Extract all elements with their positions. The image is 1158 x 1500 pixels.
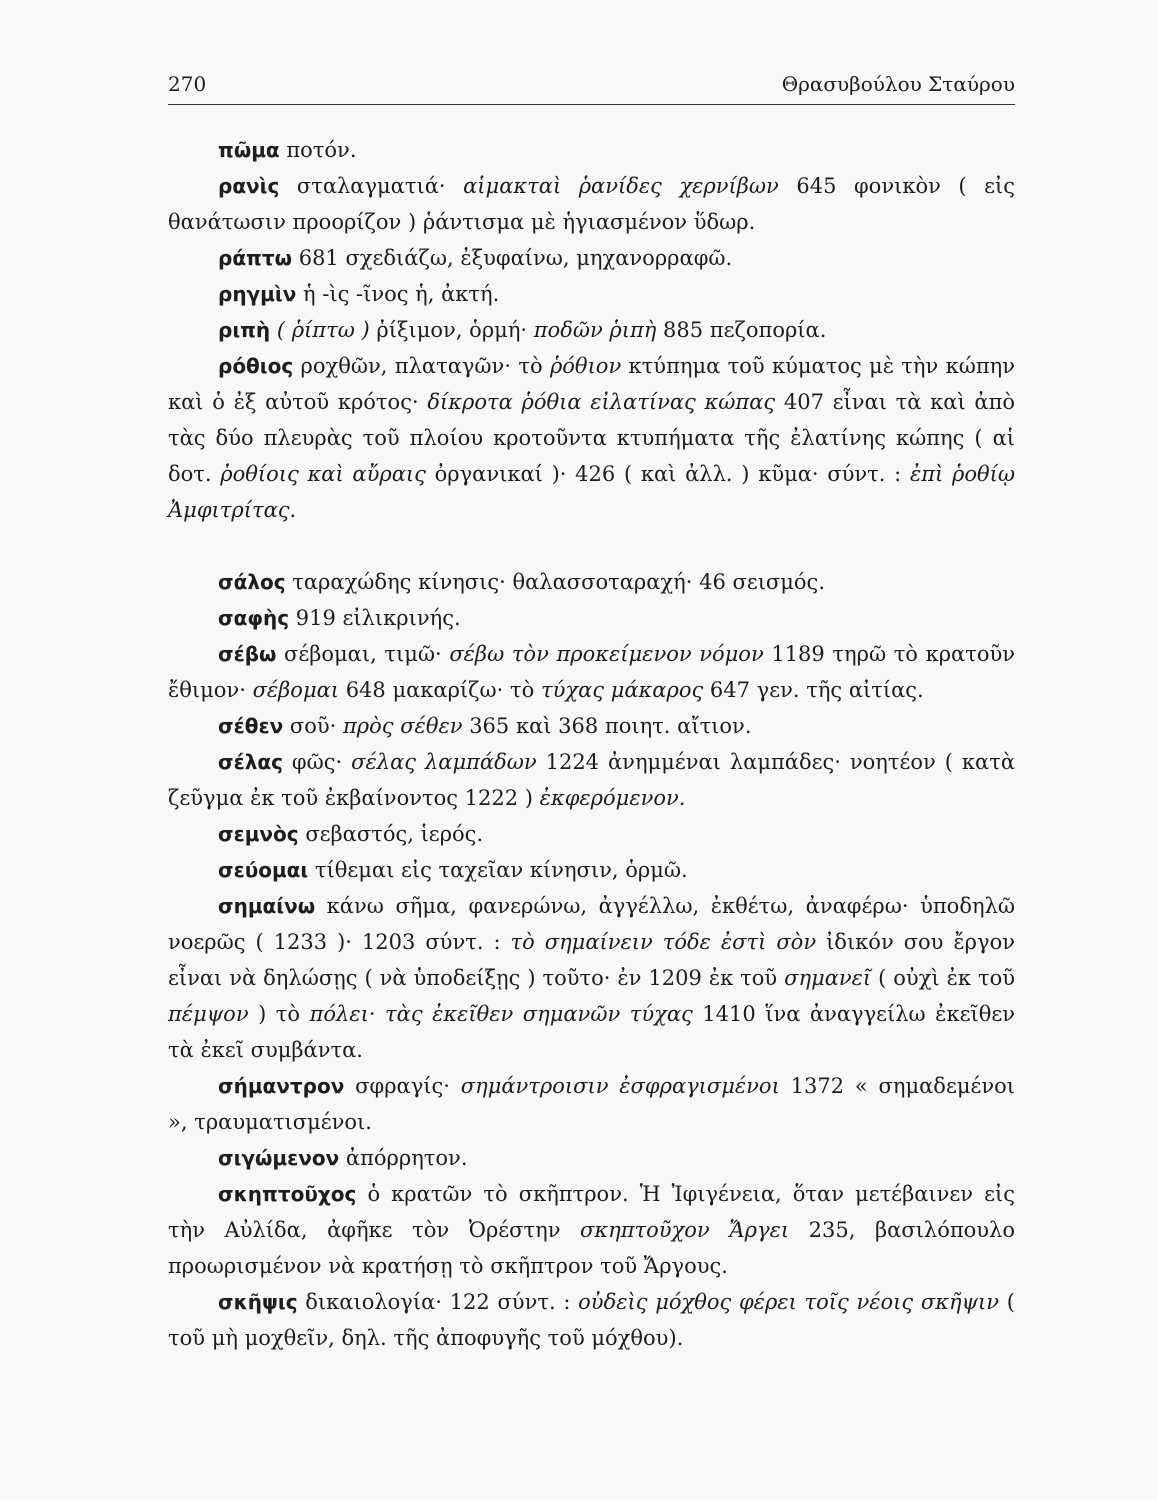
- entry-quotation: ποδῶν ῥιπὴ: [533, 318, 657, 342]
- glossary-entry: [168, 636, 1015, 708]
- header-rule: [168, 104, 1015, 105]
- entry-definition: ἡ -ὶς -ῖνος ἡ, ἀκτή.: [296, 282, 500, 306]
- entry-quotation: σέβω τὸν προκείμενον νόμον: [449, 642, 764, 666]
- entry-definition: ) τὸ: [248, 1002, 310, 1026]
- entry-definition: κάνω σῆμα, φανερώνω, ἀγγέλλω, ἐκθέτω, ἀναφέρω· ὑποδηλῶ νοερῶς ( 1233 )· 1203 σύντ. :: [168, 894, 1015, 954]
- entry-definition: ῥίξιμον, ὁρμή·: [376, 318, 534, 342]
- entry-definition: 885 πεζοπορία.: [656, 318, 827, 342]
- entry-headword: σάλος: [218, 570, 286, 594]
- entry-definition: φῶς·: [282, 750, 352, 774]
- glossary-entry: [168, 600, 1015, 636]
- entry-definition: σέβομαι, τιμῶ·: [276, 642, 450, 666]
- entry-definition: δικαιολογία· 122 σύντ. :: [297, 1290, 579, 1314]
- entry-definition: ροχθῶν, πλαταγῶν· τὸ: [293, 354, 550, 378]
- entry-definition: 407 εἶναι τὰ καὶ ἀπὸ τὰς δύο πλευρὰς τοῦ πλοίου κροτοῦντα κτυπήματα τῆς ἐλατίνης κώπης ( αἱ δοτ.: [168, 390, 1016, 486]
- entry-quotation: σκηπτοῦχον Ἄργει: [580, 1218, 790, 1242]
- entry-definition: σεβαστός, ἱερός.: [298, 822, 484, 846]
- entry-headword: σιγώμενον: [218, 1146, 340, 1170]
- entry-definition: κτύπημα τοῦ κύματος μὲ τὴν κώπην καὶ ὁ ἐξ αὐτοῦ κρότος·: [168, 354, 1016, 414]
- entry-definition: ὁ κρατῶν τὸ σκῆπτρον. Ἡ Ἰφιγένεια, ὅταν μετέβαινεν εἰς τὴν Αὐλίδα, ἀφῆκε τὸν Ὀρέστην: [168, 1182, 1015, 1242]
- entry-quotation: σημάντροισιν ἐσφραγισμένοι: [460, 1074, 780, 1098]
- entry-definition: ἀπόρρητον.: [339, 1146, 468, 1170]
- entry-headword: σέλας: [218, 750, 283, 774]
- glossary-entry: [168, 168, 1015, 240]
- entry-quotation: σημανεῖ: [784, 966, 872, 990]
- entry-definition: σοῦ·: [283, 714, 343, 738]
- glossary-entry: [168, 888, 1015, 1068]
- entry-quotation: ἐκφερόμενον.: [539, 786, 686, 810]
- entry-quotation: πόλει· τὰς ἐκεῖθεν σημανῶν τύχας: [309, 1002, 693, 1026]
- entry-quotation: τύχας μάκαρος: [540, 678, 704, 702]
- entry-headword: σέθεν: [218, 714, 284, 738]
- entry-quotation: τὸ σημαίνειν τόδε ἐστὶ σὸν: [510, 930, 817, 954]
- entry-headword: σημαίνω: [218, 894, 316, 918]
- glossary-entry: [168, 1284, 1015, 1356]
- entry-quotation: σέλας λαμπάδων: [351, 750, 537, 774]
- entry-definition: ( τοῦ μὴ μοχθεῖν, δηλ. τῆς ἀποφυγῆς τοῦ μόχθου).: [168, 1290, 1015, 1350]
- glossary-entry: [168, 744, 1015, 816]
- entry-definition: 919 εἰλικρινής.: [289, 606, 461, 630]
- entry-definition: σταλαγματιά·: [279, 174, 464, 198]
- entry-definition: ( οὐχὶ ἐκ τοῦ: [871, 966, 1015, 990]
- entry-definition: σφραγίς·: [344, 1074, 461, 1098]
- entry-definition: τίθεμαι εἰς ταχεῖαν κίνησιν, ὁρμῶ.: [308, 858, 688, 882]
- entry-definition: ποτόν.: [279, 138, 357, 162]
- glossary-entry: [168, 348, 1015, 528]
- entry-headword: πῶμα: [218, 138, 280, 162]
- entry-quotation: πρὸς σέθεν: [343, 714, 463, 738]
- entry-quotation: ῥοθίοις καὶ αὔραις: [220, 462, 426, 486]
- entry-headword: ρηγμὶν: [218, 282, 297, 306]
- glossary-entry: [168, 816, 1015, 852]
- entry-headword: ρόθιος: [218, 354, 294, 378]
- entry-headword: ράπτω: [218, 246, 293, 270]
- entry-definition: ἰδικόν σου ἔργον εἶναι νὰ δηλώσῃς ( νὰ ὑποδείξῃς ) τοῦτο· ἐν 1209 ἐκ τοῦ: [168, 930, 1015, 990]
- entry-headword: σέβω: [218, 642, 277, 666]
- entry-headword: σκηπτοῦχος: [218, 1182, 357, 1206]
- entry-definition: 1410 ἵνα ἀναγγείλω ἐκεῖθεν τὰ ἐκεῖ συμβάντα.: [168, 1002, 1015, 1062]
- glossary-entry: [168, 312, 1015, 348]
- entry-definition: 647 γεν. τῆς αἰτίας.: [703, 678, 924, 702]
- entry-quotation: αἱμακταὶ ῥανίδες χερνίβων: [463, 174, 779, 198]
- entry-definition: ὀργανικαί )· 426 ( καὶ ἀλλ. ) κῦμα· σύντ. :: [425, 462, 910, 486]
- entry-headword: ρανὶς: [218, 174, 280, 198]
- glossary-entry: [168, 1068, 1015, 1140]
- entry-definition: 1224 ἀνημμέναι λαμπάδες· νοητέον ( κατὰ ζεῦγμα ἐκ τοῦ ἐκβαίνοντος 1222 ): [168, 750, 1016, 810]
- entry-definition: 1372 « σημαδεμένοι », τραυματισμένοι.: [168, 1074, 1015, 1134]
- entry-headword: σεύομαι: [218, 858, 309, 882]
- entry-definition: ταραχώδης κίνησις· θαλασσοταραχή· 46 σεισμός.: [285, 570, 825, 594]
- entry-headword: σήμαντρον: [218, 1074, 345, 1098]
- glossary-entry: [168, 1140, 1015, 1176]
- entry-definition: 648 μακαρίζω· τὸ: [339, 678, 541, 702]
- entry-quotation: δίκροτα ῥόθια εἰλατίνας κώπας: [427, 390, 776, 414]
- entry-quotation: οὐδεὶς μόχθος φέρει τοῖς νέοις σκῆψιν: [578, 1290, 1000, 1314]
- entry-headword: σεμνὸς: [218, 822, 299, 846]
- glossary-entry: [168, 240, 1015, 276]
- page-number: 270: [168, 72, 207, 96]
- entry-quotation: ἐπὶ ῥοθίῳ Ἀμφιτρίτας.: [168, 462, 1015, 522]
- entry-definition: 365 καὶ 368 ποιητ. αἴτιον.: [462, 714, 752, 738]
- glossary-entry: [168, 1176, 1015, 1284]
- glossary-entry: [168, 852, 1015, 888]
- entry-quotation: ( ῥίπτω ): [270, 318, 377, 342]
- entry-definition: 235, βασιλόπουλο προωρισμένον νὰ κρατήσῃ τὸ σκῆπτρον τοῦ Ἄργους.: [168, 1218, 1016, 1278]
- entry-quotation: σέβομαι: [252, 678, 340, 702]
- entry-definition: 681 σχεδιάζω, ἐξυφαίνω, μηχανορραφῶ.: [292, 246, 733, 270]
- glossary-entry: [168, 276, 1015, 312]
- entry-headword: σαφὴς: [218, 606, 290, 630]
- glossary-entry: [168, 132, 1015, 168]
- entry-definition: 645 φονικὸν ( εἰς θανάτωσιν προορίζον ) ῥάντισμα μὲ ἡγιασμένον ὕδωρ.: [168, 174, 1015, 234]
- glossary-entry: [168, 564, 1015, 600]
- glossary-entry: [168, 708, 1015, 744]
- entry-quotation: πέμψον: [168, 1002, 249, 1026]
- glossary-entries: [168, 132, 1015, 1356]
- entry-headword: σκῆψις: [218, 1290, 298, 1314]
- entry-headword: ριπὴ: [218, 318, 271, 342]
- entry-quotation: ῥόθιον: [549, 354, 622, 378]
- header-title: Θρασυβούλου Σταύρου: [781, 72, 1015, 96]
- entry-definition: 1189 τηρῶ τὸ κρατοῦν ἔθιμον·: [168, 642, 1016, 702]
